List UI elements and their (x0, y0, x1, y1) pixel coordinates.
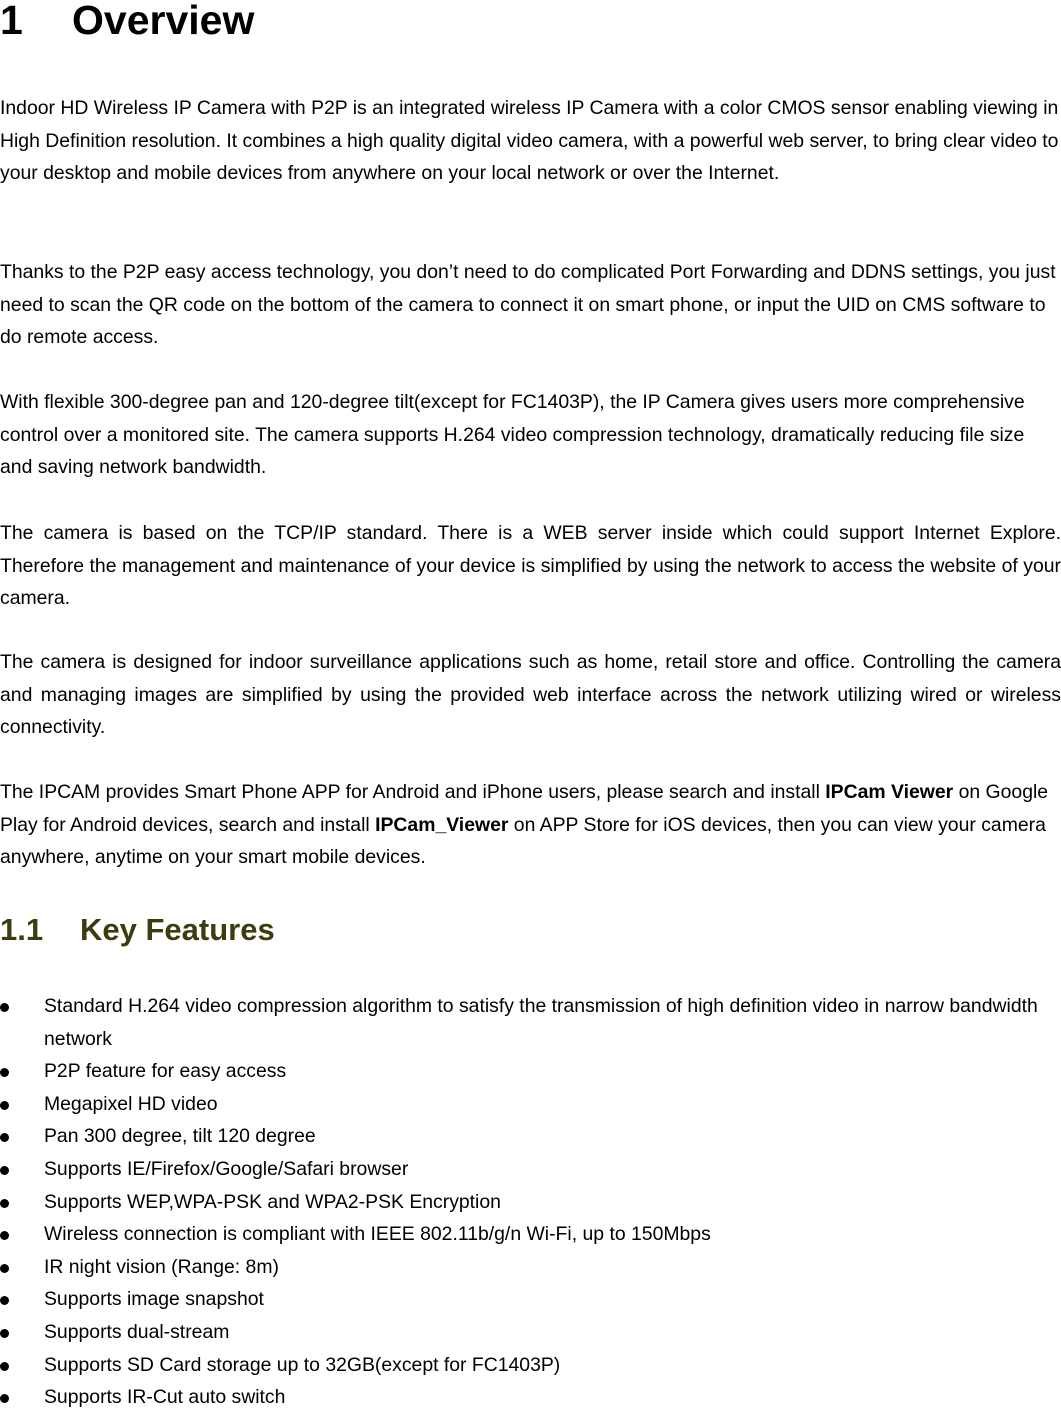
feature-text: Megapixel HD video (44, 1092, 218, 1115)
bullet-dot-icon (0, 1264, 9, 1273)
paragraph-intro: Indoor HD Wireless IP Camera with P2P is an integrated wireless IP Camera with a color CMOS sensor enabling viewing in High Definition resolution. It combines a high quality digital video camera, with a powerful web server, to bring clear video to your desktop and mobile devices from anywhere on your local network or over the Internet. (0, 97, 1059, 185)
feature-text: Supports WEP,WPA-PSK and WPA2-PSK Encryption (44, 1190, 501, 1213)
bullet-dot-icon (0, 1166, 9, 1175)
bullet-dot-icon (0, 1199, 9, 1208)
subsection-number: 1.1 (0, 912, 44, 947)
paragraph-p2p: Thanks to the P2P easy access technology, you don’t need to do complicated Port Forwarding and DDNS settings, you just need to scan the QR code on the bottom of the camera to connect it on smart phone, or input the UID on CMS software to do remote access. (0, 261, 1056, 349)
feature-item (0, 1349, 1061, 1382)
feature-item (0, 1153, 1061, 1186)
section-heading-overview (0, 0, 254, 46)
bullet-dot-icon (0, 1394, 9, 1403)
bullet-dot-icon (0, 1362, 9, 1371)
feature-item (0, 1055, 1061, 1088)
feature-item (0, 1251, 1061, 1284)
key-features-list (0, 990, 1061, 1414)
feature-text: Supports image snapshot (44, 1288, 264, 1311)
app-name-android: IPCam Viewer (825, 781, 954, 803)
feature-item (0, 1218, 1061, 1251)
paragraph-app (0, 776, 1061, 874)
bullet-dot-icon (0, 1133, 9, 1142)
section-title: Overview (72, 0, 255, 43)
feature-item (0, 1120, 1061, 1153)
bullet-dot-icon (0, 1003, 9, 1012)
bullet-dot-icon (0, 1101, 9, 1110)
feature-item (0, 1283, 1061, 1316)
feature-text: Wireless connection is compliant with IEEE 802.11b/g/n Wi-Fi, up to 150Mbps (44, 1223, 711, 1246)
feature-text: Pan 300 degree, tilt 120 degree (44, 1125, 316, 1148)
bullet-dot-icon (0, 1296, 9, 1305)
feature-text: Standard H.264 video compression algorithm to satisfy the transmission of high definition video in narrow bandwidth network (44, 995, 1038, 1050)
feature-item (0, 1088, 1061, 1121)
app-name-ios: IPCam_Viewer (375, 813, 509, 836)
section-number: 1 (0, 0, 23, 43)
feature-item (0, 990, 1061, 1055)
bullet-dot-icon (0, 1068, 9, 1077)
app-text-3: on APP Store for iOS devices, then you can view your camera anywhere, anytime on your smart mobile devices. (0, 813, 1046, 869)
app-text-1: The IPCAM provides Smart Phone APP for Android and iPhone users, please search and install (0, 781, 826, 803)
feature-text: Supports IR-Cut auto switch (44, 1386, 286, 1409)
feature-item (0, 1381, 1061, 1414)
paragraph-indoor-surveillance: The camera is designed for indoor surveillance applications such as home, retail store and office. Controlling the camera and managing images are simplified by using the provided web interface across the network utilizing wired or wireless connectivity. (0, 651, 1061, 739)
paragraph-pan-tilt: With flexible 300-degree pan and 120-degree tilt(except for FC1403P), the IP Camera gives users more comprehensive control over a monitored site. The camera supports H.264 video compression technology, dramatically reducing file size and saving network bandwidth. (0, 391, 1025, 479)
feature-item (0, 1316, 1061, 1349)
feature-text: Supports IE/Firefox/Google/Safari browser (44, 1157, 409, 1180)
bullet-dot-icon (0, 1329, 9, 1338)
feature-text: Supports SD Card storage up to 32GB(except for FC1403P) (44, 1353, 561, 1376)
app-text-2: on Google Play for Android devices, search and install (0, 781, 1049, 836)
bullet-dot-icon (0, 1231, 9, 1240)
section-heading-key-features (0, 908, 275, 952)
subsection-title: Key Features (80, 912, 275, 947)
paragraph-tcp-ip: The camera is based on the TCP/IP standard. There is a WEB server inside which could support Internet Explore. Therefore the management and maintenance of your device is simplified by using the network to access the website of your camera. (0, 522, 1061, 610)
feature-text: IR night vision (Range: 8m) (44, 1255, 279, 1278)
feature-text: Supports dual-stream (44, 1320, 230, 1343)
feature-text: P2P feature for easy access (44, 1060, 287, 1083)
feature-item (0, 1186, 1061, 1219)
